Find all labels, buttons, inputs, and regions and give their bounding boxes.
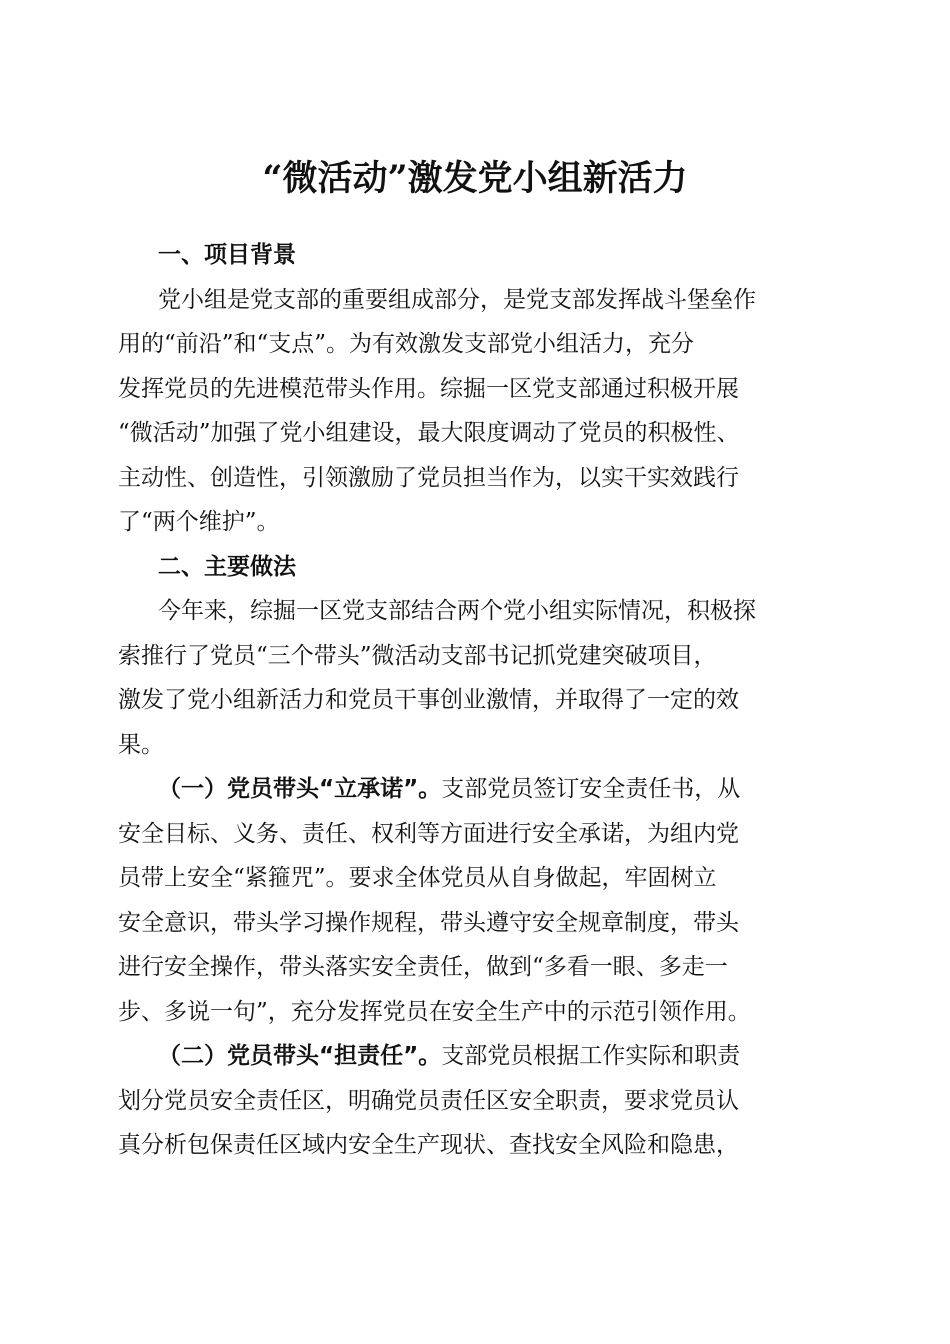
paragraph-line: 索推行了党员“三个带头”微活动支部书记抓党建突破项目， (118, 642, 717, 669)
document-title: “微活动”激发党小组新活力 (262, 158, 688, 200)
subheading-commitment: （一）党员带头“立承诺”。 (158, 776, 442, 802)
paragraph-line: 果。 (118, 731, 164, 758)
paragraph-line: 进行安全操作，带头落实安全责任，做到“多看一眼、多走一 (118, 954, 728, 980)
paragraph-background (118, 278, 830, 545)
paragraph-line: 真分析包保责任区域内安全生产现状、查找安全风险和隐患， (118, 1132, 739, 1158)
section-methods (118, 545, 830, 1168)
section-heading-methods: 二、主要做法 (158, 553, 296, 580)
paragraph-line-text: 支部党员签订安全责任书，从 (441, 776, 741, 802)
paragraph-line: 安全意识，带头学习操作规程，带头遵守安全规章制度，带头 (118, 909, 739, 936)
paragraph-line: 发挥党员的先进模范带头作用。综掘一区党支部通过积极开展 (118, 375, 739, 402)
paragraph-line: 用的“前沿”和“支点”。为有效激发支部党小组活力，充分 (118, 331, 695, 357)
paragraph-line (118, 1034, 830, 1079)
paragraph-line: 员带上安全“紧箍咒”。要求全体党员从自身做起，牢固树立 (118, 865, 717, 891)
section-background (118, 233, 830, 545)
paragraph-line (118, 767, 830, 812)
paragraph-line: 党小组是党支部的重要组成部分，是党支部发挥战斗堡垒作 (158, 286, 756, 313)
paragraph-responsibility (118, 1034, 830, 1168)
paragraph-line: 主动性、创造性，引领激励了党员担当作为，以实干实效践行 (118, 464, 739, 491)
section-heading-background: 一、项目背景 (158, 242, 296, 268)
paragraph-line: 今年来，综掘一区党支部结合两个党小组实际情况，积极探 (158, 598, 756, 624)
document-body (118, 233, 830, 1168)
paragraph-line: 划分党员安全责任区，明确党员责任区安全职责，要求党员认 (118, 1087, 739, 1114)
paragraph-line: “微活动”加强了党小组建设，最大限度调动了党员的积极性、 (118, 420, 740, 446)
paragraph-line: 步、多说一句”，充分发挥党员在安全生产中的示范引领作用。 (118, 998, 751, 1025)
paragraph-line: 安全目标、义务、责任、权利等方面进行安全承诺，为组内党 (118, 820, 739, 847)
paragraph-line: 了“两个维护”。 (118, 509, 280, 535)
subheading-responsibility: （二）党员带头“担责任”。 (158, 1043, 442, 1069)
paragraph-line-text: 支部党员根据工作实际和职责 (441, 1043, 741, 1069)
paragraph-commitment (118, 767, 830, 1034)
paragraph-methods-intro (118, 589, 830, 767)
paragraph-line: 激发了党小组新活力和党员干事创业激情，并取得了一定的效 (118, 687, 739, 713)
